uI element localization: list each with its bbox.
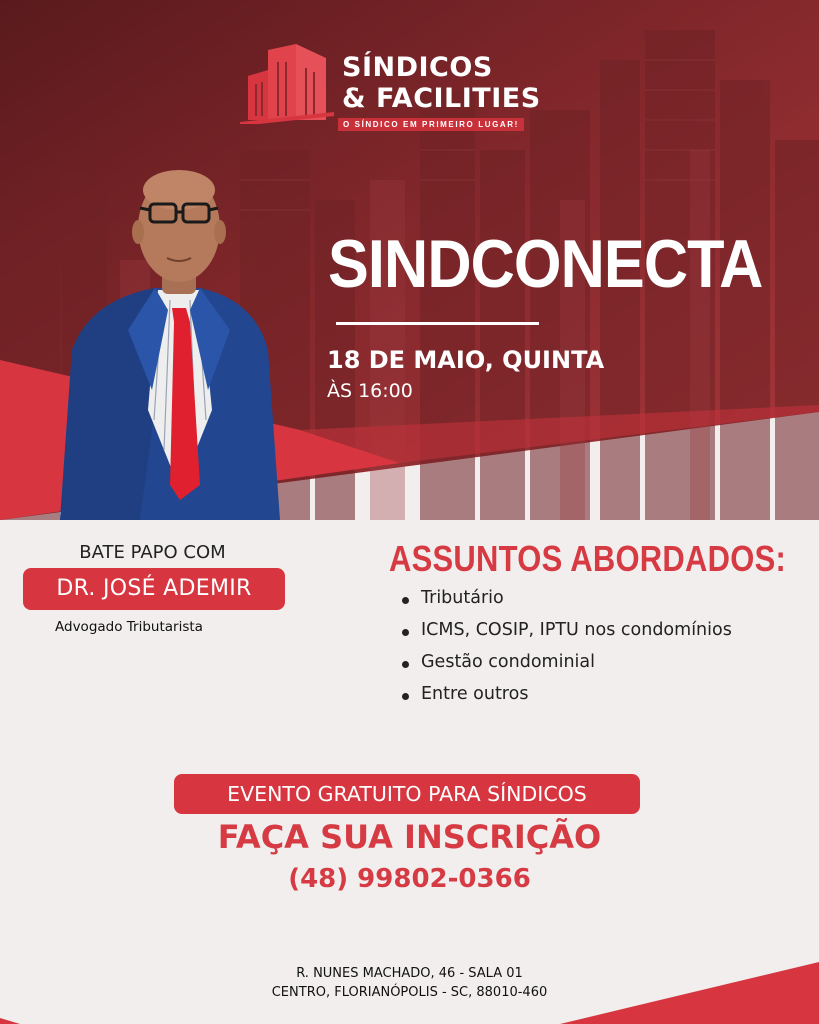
bullet-dot-icon xyxy=(402,661,409,668)
topics-heading: ASSUNTOS ABORDADOS: xyxy=(389,538,787,579)
signup-headline: FAÇA SUA INSCRIÇÃO xyxy=(217,818,602,856)
free-event-badge: EVENTO GRATUITO PARA SÍNDICOS xyxy=(174,774,640,814)
topic-label: Entre outros xyxy=(421,684,529,704)
event-date: 18 DE MAIO, QUINTA xyxy=(327,346,605,374)
topic-label: Tributário xyxy=(421,588,504,608)
speaker-role: Advogado Tributarista xyxy=(55,619,203,635)
speaker-intro: BATE PAPO COM xyxy=(79,542,226,563)
topics-list xyxy=(400,588,732,716)
list-item xyxy=(400,620,732,652)
signup-phone[interactable]: (48) 99802-0366 xyxy=(288,864,531,894)
address-line-2: CENTRO, FLORIANÓPOLIS - SC, 88010-460 xyxy=(271,985,548,1000)
speaker-name-badge: DR. JOSÉ ADEMIR xyxy=(23,568,285,610)
bullet-dot-icon xyxy=(402,693,409,700)
event-title: SINDCONECTA xyxy=(328,226,763,302)
brand-name-line1: SÍNDICOS xyxy=(342,52,493,83)
buildings-logo-icon xyxy=(240,42,336,124)
brand-logo xyxy=(240,42,560,132)
event-time: ÀS 16:00 xyxy=(327,380,413,402)
brand-tagline: O SÍNDICO EM PRIMEIRO LUGAR! xyxy=(338,118,524,131)
topic-label: Gestão condominial xyxy=(421,652,595,672)
title-divider xyxy=(336,322,539,325)
bullet-dot-icon xyxy=(402,629,409,636)
address-line-1: R. NUNES MACHADO, 46 - SALA 01 xyxy=(296,966,523,981)
list-item xyxy=(400,652,732,684)
list-item xyxy=(400,588,732,620)
speaker-photo xyxy=(50,160,300,520)
list-item xyxy=(400,684,732,716)
bullet-dot-icon xyxy=(402,597,409,604)
brand-name-line2: & FACILITIES xyxy=(342,83,541,114)
topic-label: ICMS, COSIP, IPTU nos condomínios xyxy=(421,620,732,640)
